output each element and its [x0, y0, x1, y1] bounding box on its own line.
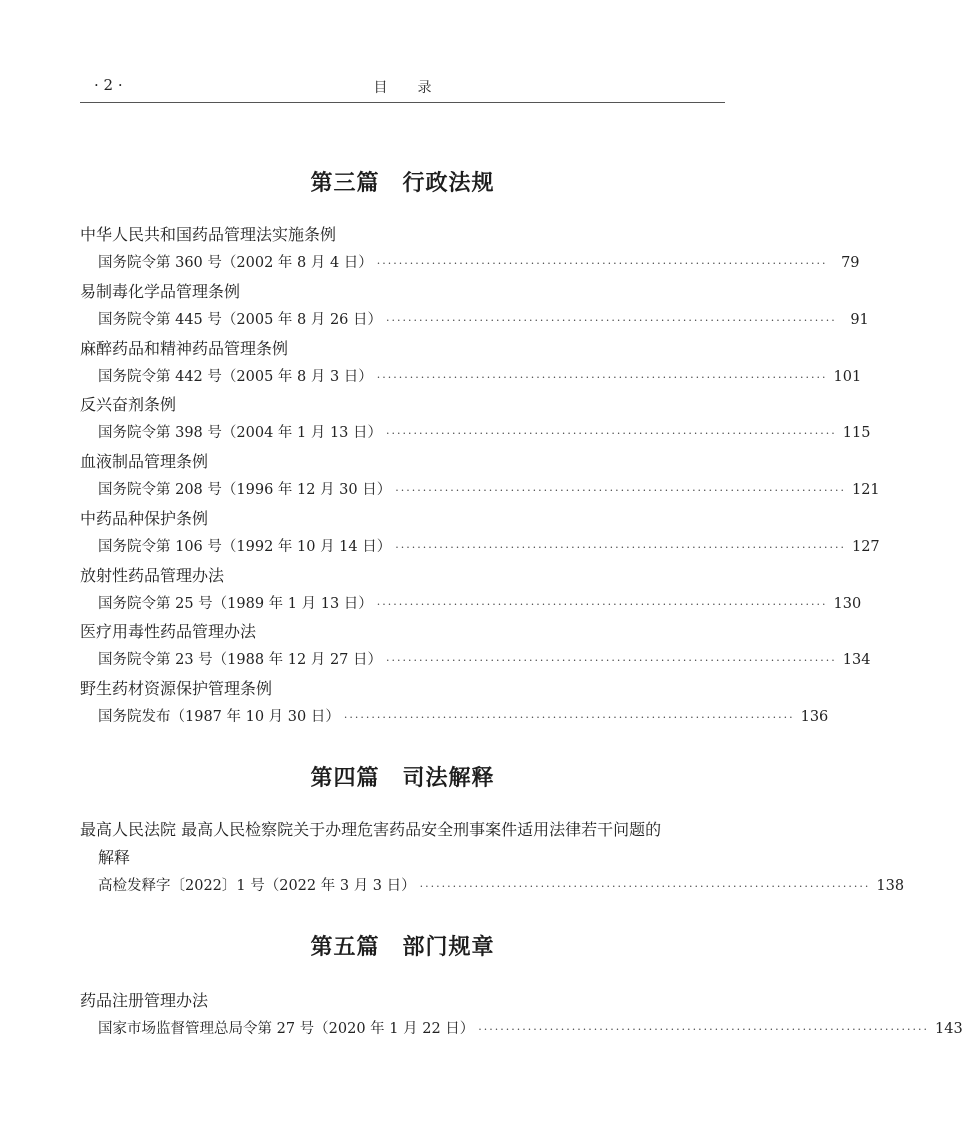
entry-title: 血液制品管理条例	[80, 452, 209, 471]
entry-page: 134	[842, 652, 871, 668]
entry-title: 最高人民法院 最高人民检察院关于办理危害药品安全刑事案件适用法律若干问题的	[80, 820, 662, 839]
dot-leader: ··················································································	[395, 541, 846, 554]
entry-title: 药品注册管理办法	[80, 991, 209, 1010]
header-rule	[80, 102, 725, 103]
entry-source: 国家市场监督管理总局令第 27 号（2020 年 1 月 22 日）	[98, 1021, 475, 1037]
part-heading-3: 第三篇 行政法规	[310, 171, 495, 196]
header-title: 目录	[373, 80, 462, 96]
toc-entry[interactable]	[80, 679, 829, 728]
entry-page: 127	[851, 539, 880, 555]
entry-source: 国务院令第 23 号（1988 年 12 月 27 日）	[98, 652, 383, 668]
entry-source: 国务院发布（1987 年 10 月 30 日）	[98, 709, 340, 725]
toc-entry[interactable]	[80, 820, 905, 897]
entry-page: 91	[850, 312, 869, 328]
dot-leader: ··················································································	[376, 371, 828, 384]
entry-source: 国务院令第 360 号（2002 年 8 月 4 日）	[98, 255, 373, 271]
entry-title: 易制毒化学品管理条例	[80, 282, 241, 301]
entry-title: 反兴奋剂条例	[80, 395, 177, 414]
entry-source: 国务院令第 25 号（1989 年 1 月 13 日）	[98, 596, 373, 612]
toc-entry[interactable]	[80, 566, 862, 615]
toc-entry[interactable]	[80, 282, 869, 331]
entry-page: 115	[842, 425, 871, 441]
toc-entry[interactable]	[80, 395, 871, 444]
entry-page: 130	[833, 596, 862, 612]
entry-title: 麻醉药品和精神药品管理条例	[80, 339, 289, 358]
toc-entry[interactable]	[80, 452, 880, 501]
entry-page: 101	[833, 369, 862, 385]
toc-entry[interactable]	[80, 225, 860, 274]
entry-page: 143	[935, 1021, 963, 1037]
toc-entry[interactable]	[80, 339, 862, 388]
dot-leader: ··················································································	[386, 314, 837, 327]
toc-entry[interactable]	[80, 991, 963, 1040]
dot-leader: ··················································································	[386, 427, 837, 440]
entry-title: 医疗用毒性药品管理办法	[80, 622, 257, 641]
dot-leader: ··················································································	[419, 880, 871, 893]
entry-source: 国务院令第 445 号（2005 年 8 月 26 日）	[98, 312, 383, 328]
dot-leader: ··················································································	[386, 654, 837, 667]
entry-title: 中华人民共和国药品管理法实施条例	[80, 225, 337, 244]
dot-leader: ··················································································	[376, 257, 828, 270]
entry-title-continuation: 解释	[98, 848, 131, 867]
entry-page: 138	[876, 878, 905, 894]
running-header	[80, 76, 725, 102]
entry-title: 野生药材资源保护管理条例	[80, 679, 273, 698]
dot-leader: ··················································································	[395, 484, 846, 497]
entry-source: 国务院令第 398 号（2004 年 1 月 13 日）	[98, 425, 383, 441]
dot-leader: ··················································································	[343, 711, 795, 724]
entry-source: 高检发释字〔2022〕1 号（2022 年 3 月 3 日）	[98, 878, 416, 894]
entry-source: 国务院令第 442 号（2005 年 8 月 3 日）	[98, 369, 373, 385]
part-heading-5: 第五篇 部门规章	[310, 935, 495, 960]
page-number: · 2 ·	[94, 76, 123, 94]
toc-entry[interactable]	[80, 509, 880, 558]
entry-page: 136	[800, 709, 829, 725]
entry-title: 中药品种保护条例	[80, 509, 209, 528]
dot-leader: ··················································································	[478, 1023, 930, 1036]
entry-page: 79	[841, 255, 860, 271]
part-heading-4: 第四篇 司法解释	[310, 766, 495, 791]
entry-title: 放射性药品管理办法	[80, 566, 225, 585]
entry-source: 国务院令第 106 号（1992 年 10 月 14 日）	[98, 539, 392, 555]
entry-source: 国务院令第 208 号（1996 年 12 月 30 日）	[98, 482, 392, 498]
dot-leader: ··················································································	[376, 598, 828, 611]
entry-page: 121	[851, 482, 880, 498]
toc-entry[interactable]	[80, 622, 871, 671]
